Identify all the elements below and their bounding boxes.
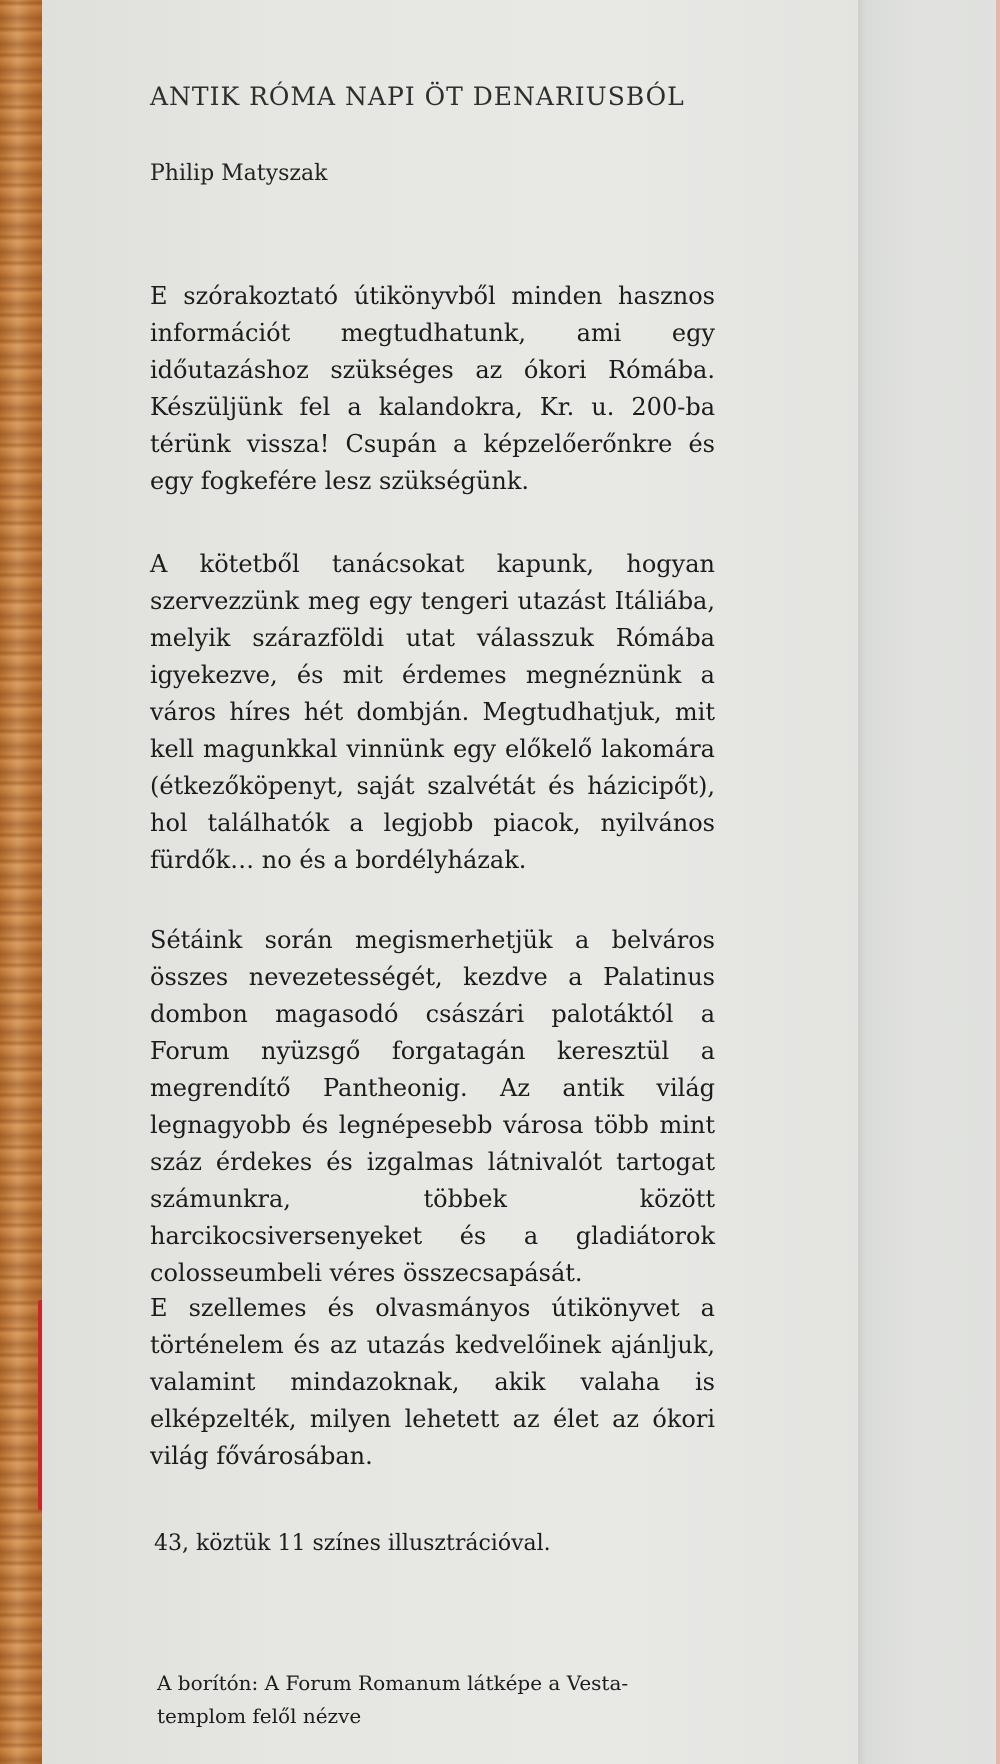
blurb-paragraph: Sétáink során megismerhetjük a belváros összes nevezetességét, kezdve a Palatinus dombon magasodó császári palotáktól a Forum nyüzsgő forgatagán keresztül a megrendítő Pantheonig. Az antik világ legnagyobb és legnépesebb városa több mint száz érdekes és izgalmas látnivalót tartogat számunkra, többek között harcikocsiversenyeket és a gladiátorok colosseumbeli véres összecsapását. — [150, 926, 715, 1287]
blurb-paragraph: E szellemes és olvasmányos útikönyvet a történelem és az utazás kedvelőinek ajánljuk, valamint mindazoknak, akik valaha is elképzelték, milyen lehetett az élet az ókori világ fővárosában. — [150, 1294, 715, 1470]
blurb-paragraph: A kötetből tanácsokat kapunk, hogyan szervezzünk meg egy tengeri utazást Itáliába, melyik szárazföldi utat válasszuk Rómába igyekezve, és mit érdemes megnéznünk a város híres hét dombján. Megtudhatjuk, mit kell magunkkal vinnünk egy előkelő lakomára (étkezőköpenyt, saját szalvétát és házicipőt), hol találhatók a legjobb piacok, nyilvános fürdők… no és a bordélyházak. — [150, 550, 715, 874]
illustrations-note: 43, köztük 11 színes illusztrációval. — [154, 1531, 551, 1556]
book-author: Philip Matyszak — [150, 161, 328, 186]
book-page-edge — [858, 0, 1000, 1764]
book-title: ANTIK RÓMA NAPI ÖT DENARIUSBÓL — [150, 82, 685, 111]
book-flap-page — [42, 0, 864, 1764]
blurb-paragraph: E szórakoztató útikönyvből minden hasznos információt megtudhatunk, ami egy időutazáshoz szükséges az ókori Rómába. Készüljünk fel a kalandokra, Kr. u. 200-ba térünk vissza! Csupán a képzelőerőnkre és egy fogkefére lesz szükségünk. — [150, 282, 715, 495]
cover-caption: A borítón: A Forum Romanum látképe a Vesta-templom felől nézve — [157, 1671, 629, 1728]
